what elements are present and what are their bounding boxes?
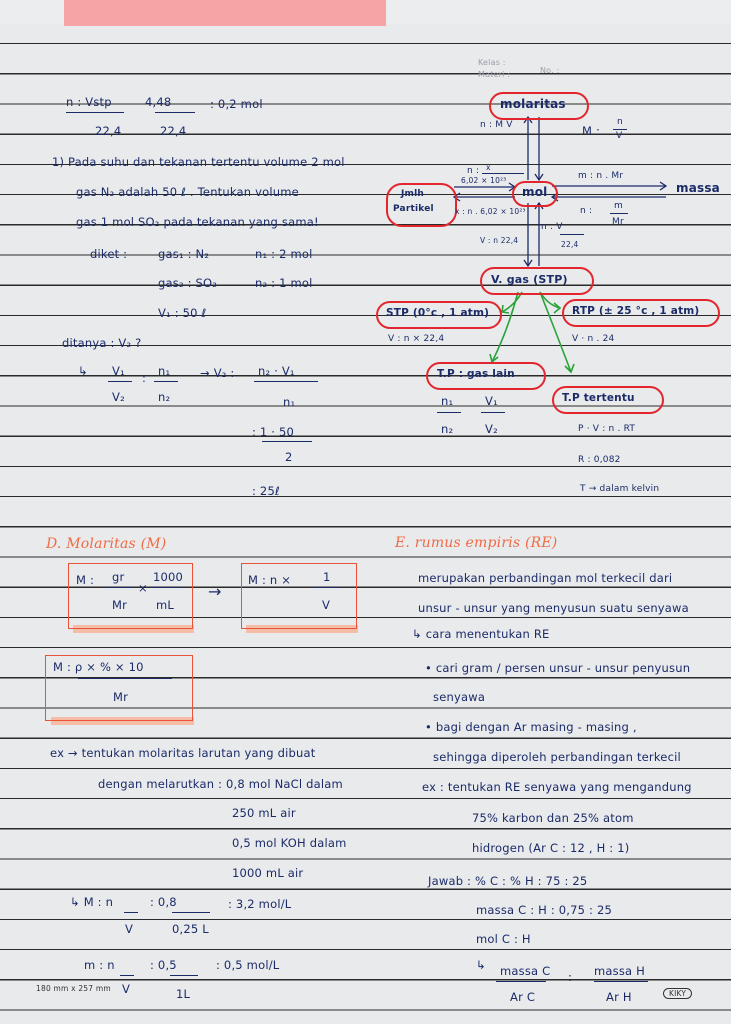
v-den: 22,4 xyxy=(561,240,579,249)
fraction-bar xyxy=(120,975,134,976)
ratio-arrow: ↳ xyxy=(78,364,88,378)
node-stp: STP (0°c , 1 atm) xyxy=(386,307,490,319)
f2-lhs: M : n × xyxy=(248,573,292,587)
step3: : 25ℓ xyxy=(252,484,280,498)
node-massa: massa xyxy=(676,181,720,195)
ex-line-5: 1000 mL air xyxy=(232,866,304,880)
m2-den: Mr xyxy=(612,217,624,227)
e-line-4: • cari gram / persen unsur - unsur penyusun xyxy=(425,661,691,675)
fraction-bar xyxy=(482,173,524,174)
ar-h: Ar H xyxy=(606,990,632,1004)
section-d-title: D. Molaritas (M) xyxy=(46,536,167,552)
node-rtp: RTP (± 25 °c , 1 atm) xyxy=(572,305,700,317)
e-line-10: hidrogen (Ar C : 12 , H : 1) xyxy=(472,841,630,855)
gas1: gas₁ : N₂ xyxy=(158,247,210,261)
header-materi: Materi : xyxy=(478,70,511,79)
e-colon: : xyxy=(568,970,573,984)
question-line-2: gas N₂ adalah 50 ℓ . Tentukan volume xyxy=(76,185,299,199)
formula-arrow: → xyxy=(208,582,222,601)
ans2-lhs: m : n xyxy=(84,958,115,972)
t-kelvin: T → dalam kelvin xyxy=(580,484,660,494)
x-eq: x : n . 6,02 × 10²³ xyxy=(455,207,526,216)
node-vgas: V. gas (STP) xyxy=(491,273,568,286)
f1-times: × xyxy=(138,581,148,595)
e-line-12: massa C : H : 0,75 : 25 xyxy=(476,903,613,917)
v2-num: n₂ · V₁ xyxy=(258,364,295,378)
ans2-den: 1L xyxy=(176,987,191,1001)
brand-logo: KIKY xyxy=(663,988,692,999)
n-result: : 0,2 mol xyxy=(210,97,263,111)
ans1-den: 0,25 L xyxy=(172,922,209,936)
fraction-bar xyxy=(78,678,172,679)
fraction-bar xyxy=(594,981,648,982)
tp-v2: V₂ xyxy=(485,422,498,436)
e-line-6: • bagi dengan Ar masing - masing , xyxy=(425,720,637,734)
tp-v1: V₁ xyxy=(485,394,498,408)
ans2-num: : 0,5 xyxy=(150,958,177,972)
ex-line-1: ex → tentukan molaritas larutan yang dibuat xyxy=(50,746,316,760)
m-eq: M : xyxy=(582,124,601,138)
v2-lhs: → V₂ : xyxy=(200,366,235,380)
n-num2: 4,48 xyxy=(145,95,172,109)
f2-num: 1 xyxy=(323,570,331,584)
ans1-result: : 3,2 mol/L xyxy=(228,897,292,911)
stp-formula: V : n × 22,4 xyxy=(388,334,445,344)
e-line-5: senyawa xyxy=(433,690,486,704)
fraction-bar xyxy=(314,587,340,588)
x-num: x xyxy=(486,163,491,172)
question-line-1: 1) Pada suhu dan tekanan tertentu volume 2 mol xyxy=(52,155,345,169)
node-jmlh: Jmlh xyxy=(401,189,425,199)
ex-line-3: 250 mL air xyxy=(232,806,296,820)
n2: n₂ : 1 mol xyxy=(255,276,313,290)
node-partikel: Partikel xyxy=(393,204,434,214)
e-line-1: merupakan perbandingan mol terkecil dari xyxy=(418,571,673,585)
pvnrt: P · V : n . RT xyxy=(578,424,636,434)
ans2-v: V xyxy=(122,982,131,996)
tp-n1: n₁ xyxy=(441,394,454,408)
fraction-bar xyxy=(610,213,628,214)
rtp-formula: V · n . 24 xyxy=(572,334,615,344)
fraction-bar xyxy=(437,412,461,413)
ans2-result: : 0,5 mol/L xyxy=(216,958,280,972)
node-molaritas: molaritas xyxy=(500,97,566,111)
n-eq-mv: n : M V xyxy=(480,120,513,130)
r-value: R : 0,082 xyxy=(578,455,621,465)
node-tp-tertentu: T.P tertentu xyxy=(562,392,635,404)
fraction-bar xyxy=(481,412,505,413)
e-line-13: mol C : H xyxy=(476,932,531,946)
gas2: gas₂ : SO₂ xyxy=(158,276,218,290)
ratio-n2: n₂ xyxy=(158,390,171,404)
node-mol: mol xyxy=(522,185,548,199)
n1: n₁ : 2 mol xyxy=(255,247,313,261)
v-eq: V : n 22,4 xyxy=(480,236,519,245)
diket-label: diket : xyxy=(90,247,128,261)
massa-c: massa C xyxy=(500,964,551,978)
massa-h: massa H xyxy=(594,964,645,978)
ans1-lhs: ↳ M : n xyxy=(70,895,114,909)
ratio-eq: : xyxy=(142,371,147,385)
e-arrow: ↳ xyxy=(476,958,486,972)
ratio-n1: n₁ xyxy=(158,364,171,378)
f1-1000: 1000 xyxy=(153,570,184,584)
e-line-9: 75% karbon dan 25% atom xyxy=(472,811,634,825)
e-line-11: Jawab : % C : % H : 75 : 25 xyxy=(428,874,588,888)
f1-mr: Mr xyxy=(112,598,128,612)
n-eq-x: n : xyxy=(467,166,480,176)
f1-gr: gr xyxy=(112,570,125,584)
v1: V₁ : 50 ℓ xyxy=(158,306,207,320)
tp-n2: n₂ xyxy=(441,422,454,436)
f3-den: Mr xyxy=(113,690,129,704)
fraction-bar xyxy=(106,587,134,588)
ratio-v2: V₂ xyxy=(112,390,125,404)
e-line-8: ex : tentukan RE senyawa yang mengandung xyxy=(422,780,692,794)
ex-line-4: 0,5 mol KOH dalam xyxy=(232,836,347,850)
fraction-bar xyxy=(560,234,584,235)
fraction-bar xyxy=(496,981,546,982)
step2-num: : 1 · 50 xyxy=(252,425,295,439)
fraction-bar xyxy=(150,587,182,588)
x-den: 6,02 × 10²³ xyxy=(461,176,507,185)
fraction-bar xyxy=(124,912,138,913)
ar-c: Ar C xyxy=(510,990,536,1004)
ditanya: ditanya : V₂ ? xyxy=(62,336,142,350)
e-line-2: unsur - unsur yang menyusun suatu senyawa xyxy=(418,601,689,615)
node-tp-lain: T.P : gas lain xyxy=(437,368,515,380)
paper-size: 180 mm x 257 mm xyxy=(36,984,111,993)
n-den: 22,4 xyxy=(95,124,122,138)
e-line-3: ↳ cara menentukan RE xyxy=(412,627,550,641)
n-formula: n : Vstp xyxy=(66,95,112,109)
ans1-num: : 0,8 xyxy=(150,895,177,909)
m2-num: m xyxy=(614,201,623,211)
ratio-v1: V₁ xyxy=(112,364,125,378)
header-kelas: Kelas : xyxy=(478,58,506,67)
f2-den: V xyxy=(322,598,331,612)
m-num: n xyxy=(617,117,623,127)
m-den: V xyxy=(616,131,623,141)
section-e-title: E. rumus empiris (RE) xyxy=(395,535,558,551)
step2-den: 2 xyxy=(285,450,293,464)
n-den2: 22,4 xyxy=(160,124,187,138)
n-eq-v: n : V xyxy=(541,222,563,232)
fraction-bar xyxy=(172,912,210,913)
e-line-7: sehingga diperoleh perbandingan terkecil xyxy=(433,750,681,764)
header-no: No. : xyxy=(540,66,560,75)
f1-lhs: M : xyxy=(76,573,95,587)
ex-line-2: dengan melarutkan : 0,8 mol NaCl dalam xyxy=(98,777,343,791)
n-eq2: n : xyxy=(580,206,593,216)
f1-ml: mL xyxy=(156,598,175,612)
f3-lhs: M : ρ × % × 10 xyxy=(53,660,144,674)
fraction-bar xyxy=(170,975,198,976)
m-eq-n-mr: m : n . Mr xyxy=(578,171,624,181)
v2-den: n₁ xyxy=(283,395,296,409)
ans1-v: V xyxy=(125,922,134,936)
question-line-3: gas 1 mol SO₂ pada tekanan yang sama! xyxy=(76,215,319,229)
